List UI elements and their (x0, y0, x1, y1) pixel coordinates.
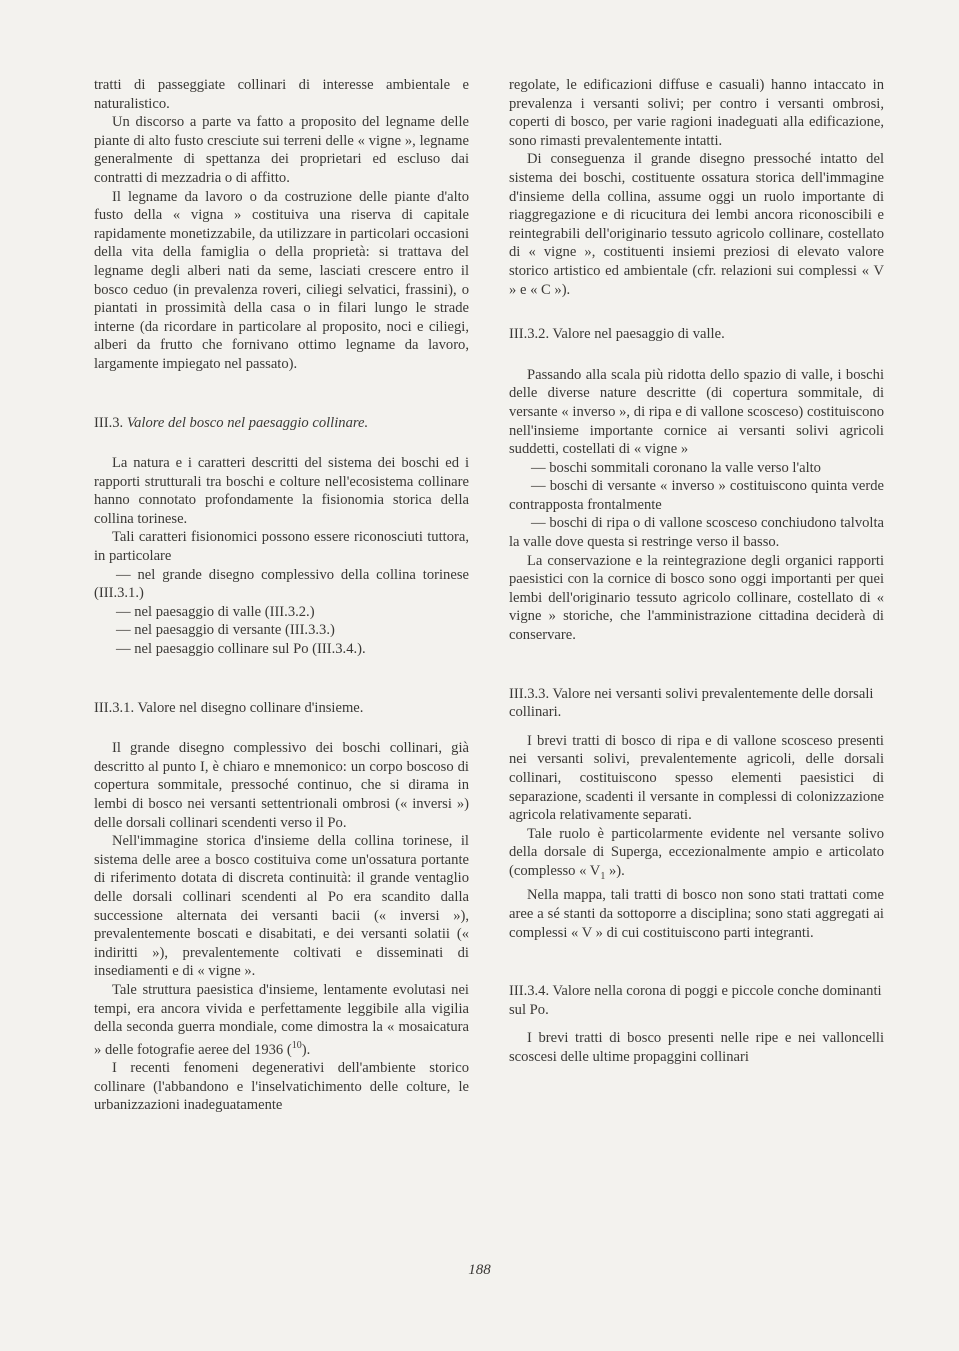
paragraph: I brevi tratti di bosco di ripa e di vallone scosceso presenti nei versanti solivi, prevalentemente agricoli, delle dorsali collinari, costituiscono spesso elementi paesistici di separazione, scadenti il versante in complessi di colonizzazione agricola relativamente separati. (509, 732, 884, 824)
list-item: — nel grande disegno complessivo della collina torinese (III.3.1.) (94, 566, 469, 602)
section-number: III.3. (94, 414, 124, 431)
section-heading-III31: III.3.1. Valore nel disegno collinare d'insieme. (94, 699, 364, 716)
list-item: — boschi di versante « inverso » costituiscono quinta verde contrapposta frontalmente (509, 478, 884, 513)
list-item: — boschi di ripa o di vallone scosceso conchiudono talvolta la valle dove questa si restringe verso il basso. (509, 515, 884, 551)
paragraph-text: »). (605, 862, 625, 879)
paragraph: Di conseguenza il grande disegno pressoché intatto del sistema dei boschi, costituente ossatura storica dell'immagine d'insieme della collina, assume oggi un ruolo importante di riaggregazione e di ricucitura dei lembi ancora riconoscibili e reintegrabili dell'originario tessuto agricolo collinare, costellato di « vigne », costituenti insiemi preziosi di elevato valore storico artistico ed ambientale (cfr. relazioni sui complessi « V » e « C »). (509, 151, 884, 298)
right-column (509, 76, 884, 1067)
paragraph: I brevi tratti di bosco presenti nelle ripe e nei valloncelli scoscesi delle ultime propaggini collinari (509, 1030, 884, 1066)
paragraph: Il grande disegno complessivo dei boschi collinari, già descritto al punto I, è chiaro e mnemonico: un corpo boscoso di copertura sommitale, pressoché continuo, che si dirama in lembi di bosco nei versanti settentrionali ombrosi (« inversi ») delle dorsali collinari scendenti verso il Po. (94, 740, 469, 831)
paragraph: Passando alla scala più ridotta dello spazio di valle, i boschi delle diverse nature descritte (di copertura sommitale, di versante « inverso », di ripa e di vallone scosceso) costituiscono nell'insieme importante cornice ai versanti solivi agricoli suddetti, costellati di « vigne » (509, 366, 884, 458)
paragraph: Un discorso a parte va fatto a proposito del legname delle piante di alto fusto cresciute sui terreni delle « vigne », legname generalmente di spettanza dei proprietari ed escluso dai contratti di mezzadria o di affitto. (94, 114, 469, 186)
paragraph: Nella mappa, tali tratti di bosco non sono stati trattati come aree a sé stanti da sottoporre a disciplina; sono stati aggregati ai complessi « V » di cui costituiscono parti integranti. (509, 887, 884, 941)
paragraph-text: ). (301, 1041, 311, 1058)
page-number: 188 (468, 1262, 491, 1278)
paragraph: La conservazione e la reintegrazione degli organici rapporti paesistici con la cornice di bosco sono oggi importanti per quei lembi dell'originario tessuto agricolo collinare, costellato di « vigne » storiche, che l'amministrazione cittadina deciderà di conservare. (509, 552, 884, 644)
paragraph (94, 981, 469, 1059)
subscript: 1 (600, 870, 606, 882)
list-item: — nel paesaggio di valle (III.3.2.) (116, 603, 315, 620)
list-item: — boschi sommitali coronano la valle verso l'alto (531, 459, 821, 476)
paragraph: Tali caratteri fisionomici possono essere riconosciuti tuttora, in particolare (94, 529, 469, 565)
footnote-ref: 10 (291, 1039, 302, 1051)
paragraph: I recenti fenomeni degenerativi dell'ambiente storico collinare (l'abbandono e l'inselvatichimento delle colture, le urbanizzazioni inadeguatamente (94, 1060, 469, 1114)
section-heading-III3 (94, 414, 469, 433)
paragraph (509, 825, 884, 887)
paragraph: tratti di passeggiate collinari di interesse ambientale e naturalistico. (94, 77, 469, 112)
paragraph: La natura e i caratteri descritti del sistema dei boschi ed i rapporti strutturali tra boschi e colture nell'ecosistema collinare hanno connotato profondamente la fisionomia storica della collina torinese. (94, 455, 469, 527)
list-item: — nel paesaggio di versante (III.3.3.) (116, 622, 335, 639)
list-item: — nel paesaggio collinare sul Po (III.3.4.). (116, 641, 366, 658)
left-column (94, 76, 469, 1115)
paragraph: regolate, le edificazioni diffuse e casuali) hanno intaccato in prevalenza i versanti solivi; per contro i versanti ombrosi, coperti di bosco, per varie ragioni inadeguati alla edificazione, sono rimasti prevalentemente intatti. (509, 77, 884, 149)
paragraph: Il legname da lavoro o da costruzione delle piante d'alto fusto della « vigna » costituiva una riserva di capitale rapidamente monetizzabile, da utilizzare in particolari occasioni della vita della famiglia o della proprietà: si trattava del legname degli alberi nati da seme, lasciati crescere entro il bosco ceduo (in prevalenza roveri, ciliegi selvatici, frassini), o piantati in prossimità della casa o in filari lungo le strade interne (da ricordare in particolare al proposito, noci e ciliegi, alberi da frutto che fornivano ottimo legname da lavoro, largamente impiegato nel passato). (94, 188, 469, 372)
section-heading-III33: III.3.3. Valore nei versanti solivi prevalentemente delle dorsali collinari. (509, 685, 874, 721)
section-title: Valore del bosco nel paesaggio collinare. (126, 414, 369, 431)
paragraph-text: Tale struttura paesistica d'insieme, lentamente evolutasi nei tempi, era ancora vivida e perfettamente leggibile alla vigilia della seconda guerra mondiale, come dimostra la « mosaicatura » delle fotografie aeree del 1936 ( (94, 981, 469, 1058)
paragraph-text: Tale ruolo è particolarmente evidente nel versante solivo della dorsale di Superga, eccezionalmente ampio e articolato (complesso « V (509, 825, 884, 879)
section-heading-III32: III.3.2. Valore nel paesaggio di valle. (509, 326, 725, 343)
section-heading-III34: III.3.4. Valore nella corona di poggi e piccole conche dominanti sul Po. (509, 983, 882, 1018)
paragraph: Nell'immagine storica d'insieme della collina torinese, il sistema delle aree a bosco costituiva come un'ossatura portante di riferimento dotata di discreta continuità: il grande ventaglio delle dorsali collinari scendenti al Po era scandito dalla successione alternata dei versanti bacii (« inversi »), prevalentemente boscati e disabitati, e dei versanti solatii (« indiritti »), prevalentemente coltivati e disseminati di insediamenti e di « vigne ». (94, 833, 469, 980)
